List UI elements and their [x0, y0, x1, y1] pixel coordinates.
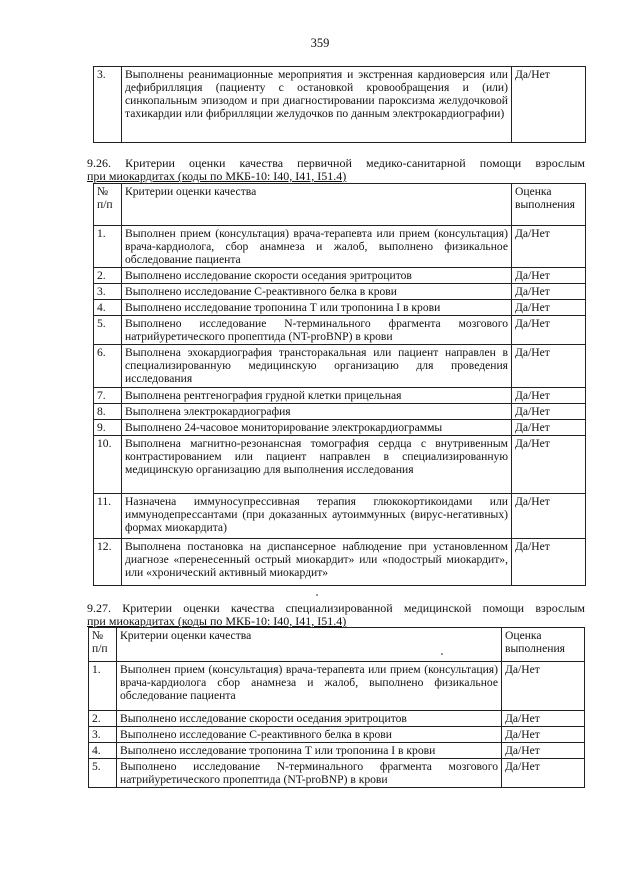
table-header-row — [94, 184, 586, 226]
criterion-text: Выполнено исследование С-реактивного белка в крови — [122, 284, 512, 300]
table-row — [89, 759, 585, 788]
criterion-text: Выполнена рентгенография грудной клетки прицельная — [122, 388, 512, 404]
row-number: 11. — [94, 494, 122, 539]
section-title-line: при миокардитах (коды по МКБ-10: I40, I41, I51.4) — [87, 614, 347, 628]
table-row — [94, 316, 586, 345]
criterion-text: Выполнена эхокардиография трансторакальная или пациент направлен в специализированную медицинскую организацию для проведения исследования — [122, 345, 512, 388]
result-cell: Да/Нет — [512, 436, 586, 494]
row-number: 2. — [94, 268, 122, 284]
row-number: 3. — [94, 284, 122, 300]
section-heading-9-26 — [87, 157, 585, 183]
row-number: 1. — [89, 662, 117, 711]
row-number: 8. — [94, 404, 122, 420]
result-cell: Да/Нет — [512, 316, 586, 345]
criterion-text: Выполнено 24-часовое мониторирование электрокардиограммы — [122, 420, 512, 436]
criterion-text: Выполнен прием (консультация) врача-терапевта или прием (консультация) врача-кардиолога сбор анамнеза и жалоб, выполнено физикальное обследование пациента — [117, 662, 502, 711]
criterion-text: Выполнена постановка на диспансерное наблюдение при установленном диагнозе «перенесенный острый миокардит» или «подострый миокардит», или «хронический активный миокардит» — [122, 539, 512, 586]
criterion-text: Выполнено исследование тропонина Т или тропонина I в крови — [117, 743, 502, 759]
table-row — [94, 436, 586, 494]
table-row — [94, 345, 586, 388]
result-cell: Да/Нет — [502, 711, 585, 727]
row-number: 12. — [94, 539, 122, 586]
result-cell: Да/Нет — [512, 67, 586, 143]
criterion-text: Выполнено исследование N-терминального фрагмента мозгового натрийуретического пропептида (NT-proBNP) в крови — [122, 316, 512, 345]
row-number: 5. — [94, 316, 122, 345]
table-row — [94, 226, 586, 268]
row-number: 5. — [89, 759, 117, 788]
criterion-text: Выполнено исследование скорости оседания эритроцитов — [122, 268, 512, 284]
result-cell: Да/Нет — [512, 388, 586, 404]
table-row — [94, 284, 586, 300]
header-num: № п/п — [89, 628, 117, 662]
row-number: 6. — [94, 345, 122, 388]
criterion-text: Выполнена электрокардиография — [122, 404, 512, 420]
criterion-text: Выполнены реанимационные мероприятия и экстренная кардиоверсия или дефибрилляция (пациенту с остановкой кровообращения и (или) синкопальным эпизодом и при диагностировании пароксизма желудочковой тахикардии или фибрилляции желудочков по данным электрокардиографии) — [122, 67, 512, 143]
header-result: Оценка выполнения — [512, 184, 586, 226]
table-row — [94, 494, 586, 539]
page-number: 359 — [310, 36, 330, 50]
result-cell: Да/Нет — [512, 284, 586, 300]
result-cell: Да/Нет — [512, 226, 586, 268]
row-number: 2. — [89, 711, 117, 727]
top-criteria-table — [93, 66, 586, 143]
result-cell: Да/Нет — [502, 759, 585, 788]
row-number: 7. — [94, 388, 122, 404]
row-number: 1. — [94, 226, 122, 268]
table-row — [89, 743, 585, 759]
table-row — [94, 388, 586, 404]
table-row — [89, 727, 585, 743]
row-number: 4. — [94, 300, 122, 316]
criterion-text: Назначена иммуносупрессивная терапия глюкокортикоидами или иммунодепрессантами (при доказанных аутоиммунных (вирус-негативных) формах миокардита) — [122, 494, 512, 539]
header-num: № п/п — [94, 184, 122, 226]
section-title-line: 9.26. Критерии оценки качества первичной медико-санитарной помощи взрослым — [87, 156, 585, 170]
result-cell: Да/Нет — [502, 727, 585, 743]
row-number: 3. — [94, 67, 122, 143]
criterion-text: Выполнено исследование N-терминального фрагмента мозгового натрийуретического пропептида (NT-proBNP) в крови — [117, 759, 502, 788]
header-criteria: Критерии оценки качества — [117, 628, 502, 662]
table-row — [94, 268, 586, 284]
row-number: 3. — [89, 727, 117, 743]
section-heading-9-27 — [87, 602, 585, 628]
header-result: Оценка выполнения — [502, 628, 585, 662]
criterion-text: Выполнено исследование тропонина Т или тропонина I в крови — [122, 300, 512, 316]
result-cell: Да/Нет — [512, 494, 586, 539]
section-title-line: при миокардитах (коды по МКБ-10: I40, I41, I51.4) — [87, 169, 347, 183]
result-cell: Да/Нет — [512, 268, 586, 284]
table-header-row — [89, 628, 585, 662]
row-number: 4. — [89, 743, 117, 759]
result-cell: Да/Нет — [512, 345, 586, 388]
scan-speck — [316, 594, 318, 596]
table-row — [94, 67, 586, 143]
criteria-table-9-26 — [93, 183, 586, 586]
table-row — [89, 711, 585, 727]
criterion-text: Выполнено исследование С-реактивного белка в крови — [117, 727, 502, 743]
row-number: 9. — [94, 420, 122, 436]
table-row — [94, 404, 586, 420]
result-cell: Да/Нет — [512, 420, 586, 436]
criterion-text: Выполнено исследование скорости оседания эритроцитов — [117, 711, 502, 727]
result-cell: Да/Нет — [512, 539, 586, 586]
table-row — [89, 662, 585, 711]
table-row — [94, 539, 586, 586]
result-cell: Да/Нет — [502, 743, 585, 759]
criteria-table-9-27 — [88, 627, 585, 788]
row-number: 10. — [94, 436, 122, 494]
result-cell: Да/Нет — [512, 300, 586, 316]
header-criteria: Критерии оценки качества — [122, 184, 512, 226]
result-cell: Да/Нет — [512, 404, 586, 420]
table-row — [94, 300, 586, 316]
section-title-line: 9.27. Критерии оценки качества специализированной медицинской помощи взрослым — [87, 601, 585, 615]
result-cell: Да/Нет — [502, 662, 585, 711]
table-row — [94, 420, 586, 436]
criterion-text: Выполнена магнитно-резонансная томография сердца с внутривенным контрастированием или пациент направлен в специализированную медицинскую организацию для выполнения исследования — [122, 436, 512, 494]
criterion-text: Выполнен прием (консультация) врача-терапевта или прием (консультация) врача-кардиолога, сбор анамнеза и жалоб, выполнено физикальное обследование пациента — [122, 226, 512, 268]
scan-speck — [441, 653, 443, 655]
